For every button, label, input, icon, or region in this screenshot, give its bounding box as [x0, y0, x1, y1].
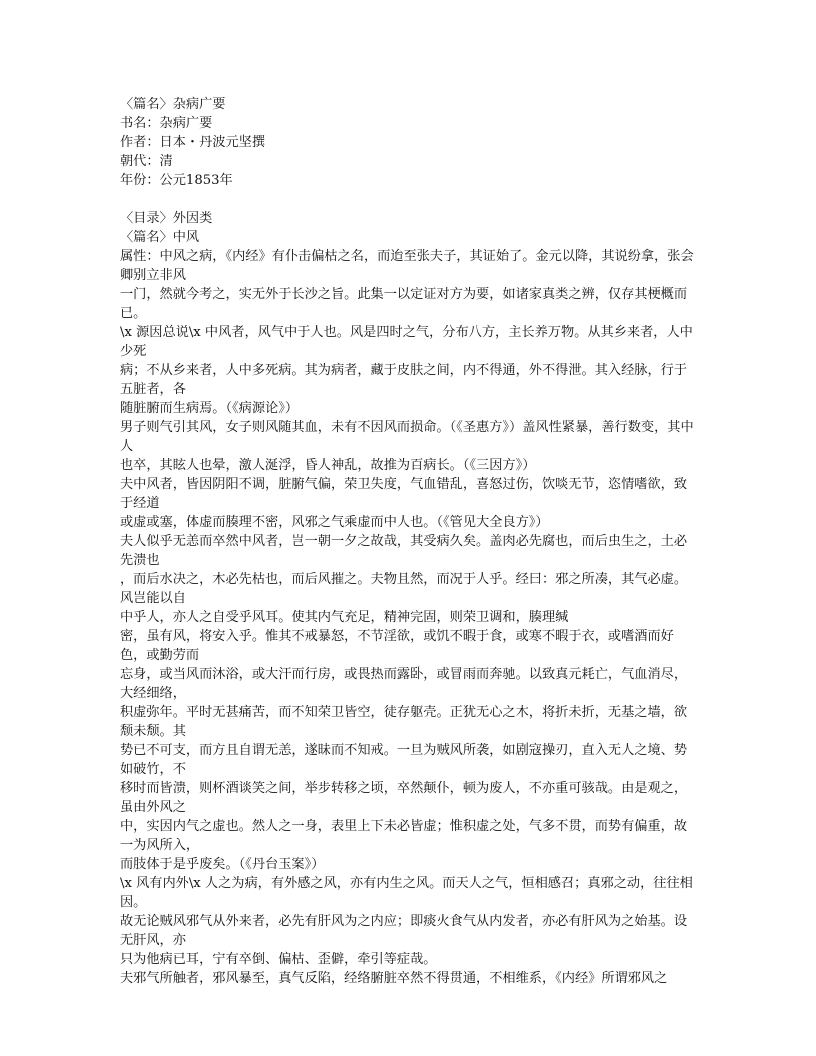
paragraph: 也卒，其眩人也晕，激人涎浮，昏人神乱，故推为百病长。（《三因方》）	[120, 458, 536, 473]
paragraph: 或虚或塞，体虚而腠理不密，风邪之气乘虚而中人也。（《管见大全良方》）	[120, 515, 549, 530]
paragraph: 男子则气引其风，女子则风随其血，未有不因风而损命。（《圣惠方》）盖风性紧暴，善行数变，其中人	[120, 420, 694, 454]
section-title: 〈篇名〉杂病广要	[120, 97, 226, 112]
spacer	[120, 190, 700, 209]
paragraph: 密，虽有风，将安入乎。惟其不戒暴怒，不节淫欲，或饥不暇于食，或寒不暇于衣，或嗜酒而好色，或勤劳而	[120, 629, 674, 663]
chapter-title: 〈篇名〉中风	[120, 230, 200, 245]
paragraph: 中，实因内气之虚也。然人之一身，表里上下未必皆虚；惟积虚之处，气多不贯，而势有偏重，故一为风所入，	[120, 819, 688, 853]
catalog-title: 〈目录〉外因类	[120, 211, 213, 226]
paragraph: 故无论贼风邪气从外来者，必先有肝风为之内应；即痰火食气从内发者，亦必有肝风为之始基。设无肝风，亦	[120, 914, 688, 948]
paragraph: 忘身，或当风而沐浴，或大汗而行房，或畏热而露卧，或冒雨而奔驰。以致真元耗亡，气血消尽，大经细络，	[120, 667, 688, 701]
paragraph: 夫人似乎无恙而卒然中风者，岂一朝一夕之故哉，其受病久矣。盖肉必先腐也，而后虫生之，土必先溃也	[120, 534, 688, 568]
paragraph: \x 风有内外\x 人之为病，有外感之风，亦有内生之风。而天人之气，恒相感召；真邪之动，往往相因。	[120, 876, 693, 910]
paragraph: ，而后水决之，木必先枯也，而后风摧之。夫物且然，而况于人乎。经曰：邪之所凑，其气必虚。风岂能以自	[120, 572, 688, 606]
paragraph: 势已不可支，而方且自谓无恙，遂昧而不知戒。一旦为贼风所袭，如剧寇操刃，直入无人之境、势如破竹，不	[120, 743, 688, 777]
paragraph: 只为他病已耳，宁有卒倒、偏枯、歪僻，牵引等症哉。	[120, 952, 437, 967]
paragraph: 病；不从乡来者，人中多死病。其为病者，藏于皮肤之间，内不得通，外不得泄。其入经脉，行于五脏者，各	[120, 363, 688, 397]
paragraph: 中乎人，亦人之自受乎风耳。使其内气充足，精神完固，则荣卫调和，腠理缄	[120, 610, 569, 625]
paragraph: 积虚弥年。平时无甚痛苦，而不知荣卫皆空，徒存躯壳。正犹无心之木，将折未折，无基之墙，欲颓未颓。其	[120, 705, 688, 739]
book-name: 书名：杂病广要	[120, 116, 213, 131]
paragraph: 随脏腑而生病焉。（《病源论》）	[120, 401, 299, 416]
paragraph: 夫中风者，皆因阴阳不调，脏腑气偏，荣卫失度，气血错乱，喜怒过伤，饮啖无节，恣情嗜欲，致于经道	[120, 477, 688, 511]
document-page	[120, 95, 700, 988]
author: 作者：日本・丹波元坚撰	[120, 135, 266, 150]
paragraph: 一门，然就今考之，实无外于长沙之旨。此集一以定证对方为要，如诸家真类之辨，仅存其梗概而已。	[120, 287, 688, 321]
dynasty: 朝代：清	[120, 154, 173, 169]
paragraph: \x 源因总说\x 中风者，风气中于人也。风是四时之气，分布八方，主长养万物。从其乡来者，人中少死	[120, 325, 693, 359]
year: 年份：公元1853年	[120, 173, 233, 188]
paragraph: 夫邪气所触者，邪风暴至，真气反陷，经络腑脏卒然不得贯通，不相维系，《内经》所谓邪风之	[120, 971, 668, 986]
paragraph: 而肢体于是乎废矣。（《丹台玉案》）	[120, 857, 325, 872]
paragraph: 移时而皆溃，则杯酒谈笑之间，举步转移之顷，卒然颠仆，顿为废人，不亦重可骇哉。由是观之，虽由外风之	[120, 781, 688, 815]
paragraph: 属性：中风之病，《内经》有仆击偏枯之名，而迨至张夫子，其证始了。金元以降，其说纷拿，张会卿别立非风	[120, 249, 694, 283]
